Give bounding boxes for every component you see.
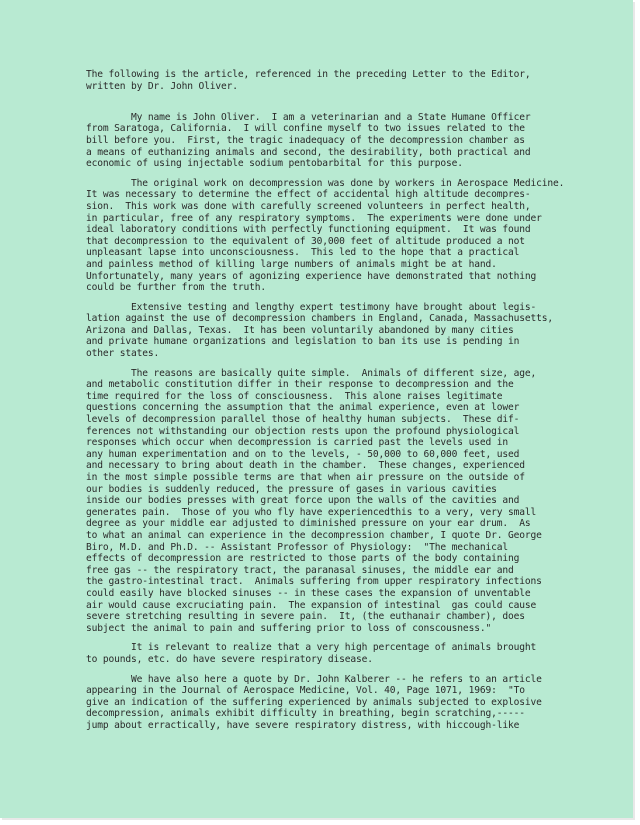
- intro-paragraph: [86, 69, 598, 92]
- text-line: bill before you. First, the tragic inadequacy of the decompression chamber as: [86, 134, 525, 146]
- text-line: from Saratoga, California. I will confine myself to two issues related to the: [86, 123, 525, 135]
- paragraph-legislation: [86, 302, 598, 360]
- text-line: It is relevant to realize that a very high percentage of animals brought: [86, 642, 537, 654]
- text-line: any human experimentation and on to the levels, - 50,000 to 60,000 feet, used: [86, 448, 520, 460]
- text-line: jump about erractically, have severe respiratory distress, with hiccough-like: [86, 719, 520, 731]
- text-line: and private humane organizations and legislation to ban its use is pending in: [86, 336, 520, 348]
- text-line: other states.: [86, 348, 160, 360]
- text-line: appearing in the Journal of Aerospace Medicine, Vol. 40, Page 1071, 1969: "To: [86, 685, 525, 697]
- text-line: ideal laboratory conditions with perfectly functioning equipment. It was found: [86, 224, 531, 236]
- text-line: in particular, free of any respiratory symptoms. The experiments were done under: [86, 212, 542, 224]
- text-line: decompression, animals exhibit difficulty in breathing, begin scratching,-----: [86, 708, 525, 720]
- text-line: Unfortunately, many years of agonizing experience have demonstrated that nothing: [86, 270, 537, 282]
- text-line: degree as your middle ear adjusted to diminished pressure on your ear drum. As: [86, 518, 531, 530]
- text-line: and painless method of killing large numbers of animals might be at hand.: [86, 258, 497, 270]
- text-line: The following is the article, referenced in the preceding Letter to the Editor,: [86, 69, 531, 80]
- text-line: unpleasant lapse into unconsciousness. This led to the hope that a practical: [86, 247, 520, 259]
- text-line: subject the animal to pain and suffering prior to loss of conscousness.": [86, 622, 492, 634]
- text-line: in the most simple possible terms are that when air pressure on the outside of: [86, 472, 525, 483]
- text-line: to what an animal can experience in the decompression chamber, I quote Dr. George: [86, 529, 542, 541]
- text-line: generates pain. Those of you who fly have experiencedthis to a very, very small: [86, 506, 537, 518]
- text-line: a means of euthanizing animals and second, the desirability, both practical and: [86, 146, 531, 158]
- text-line: that decompression to the equivalent of 30,000 feet of altitude produced a not: [86, 235, 525, 247]
- text-line: could easily have blocked sinuses -- in these cases the expansion of unventable: [86, 587, 531, 599]
- text-line: give an indication of the suffering experienced by animals subjected to explosive: [86, 696, 542, 708]
- text-line: our bodies is suddenly reduced, the pressure of gases in various cavities: [86, 483, 497, 495]
- text-line: questions concerning the assumption that the animal experience, even at lower: [86, 402, 520, 414]
- text-line: could be further from the truth.: [86, 282, 267, 294]
- text-line: ferences not withstanding our objection rests upon the profound physiological: [86, 425, 520, 437]
- paragraph-kalberer-quote: [86, 674, 598, 732]
- text-line: We have also here a quote by Dr. John Kalberer -- he refers to an article: [86, 673, 542, 685]
- article-body: [86, 69, 598, 731]
- text-line: effects of decompression are restricted to those parts of the body containing: [86, 553, 520, 565]
- text-line: The original work on decompression was done by workers in Aerospace Medicine.: [86, 177, 565, 189]
- text-line: lation against the use of decompression chambers in England, Canada, Massachusetts,: [86, 313, 553, 325]
- text-line: free gas -- the respiratory tract, the paranasal sinuses, the middle ear and: [86, 564, 514, 576]
- paragraph-original-work: [86, 178, 598, 294]
- paragraph-reasons: [86, 368, 598, 635]
- text-line: the gastro-intestinal tract. Animals suffering from upper respiratory infections: [86, 576, 542, 588]
- text-line: and necessary to bring about death in the chamber. These changes, experienced: [86, 460, 525, 472]
- text-line: responses which occur when decompression is carried past the levels used in: [86, 437, 508, 449]
- text-line: levels of decompression parallel those of healthy human subjects. These dif-: [86, 414, 520, 426]
- text-line: Extensive testing and lengthy expert testimony have brought about legis-: [86, 301, 537, 313]
- text-line: sion. This work was done with carefully screened volunteers in perfect health,: [86, 200, 531, 212]
- paragraph-introduction-of-author: [86, 112, 598, 170]
- paragraph-respiratory-disease: [86, 642, 598, 665]
- text-line: time required for the loss of consciousness. This alone raises legitimate: [86, 390, 503, 402]
- text-line: inside our bodies presses with great force upon the walls of the cavities and: [86, 495, 520, 507]
- text-line: severe stretching resulting in severe pain. It, (the euthanair chamber), does: [86, 611, 525, 623]
- text-line: written by Dr. John Oliver.: [86, 80, 238, 92]
- text-line: It was necessary to determine the effect of accidental high altitude decompres-: [86, 189, 531, 201]
- text-line: Biro, M.D. and Ph.D. -- Assistant Professor of Physiology: "The mechanical: [86, 541, 508, 553]
- text-line: Arizona and Dallas, Texas. It has been voluntarily abandoned by many cities: [86, 324, 514, 336]
- text-line: economic of using injectable sodium pentobarbital for this purpose.: [86, 158, 463, 170]
- text-line: to pounds, etc. do have severe respiratory disease.: [86, 653, 373, 665]
- text-line: The reasons are basically quite simple. Animals of different size, age,: [86, 367, 537, 379]
- text-line: My name is John Oliver. I am a veterinarian and a State Humane Officer: [86, 111, 531, 123]
- text-line: and metabolic constitution differ in their response to decompression and the: [86, 379, 514, 391]
- text-line: air would cause excruciating pain. The expansion of intestinal gas could cause: [86, 599, 537, 611]
